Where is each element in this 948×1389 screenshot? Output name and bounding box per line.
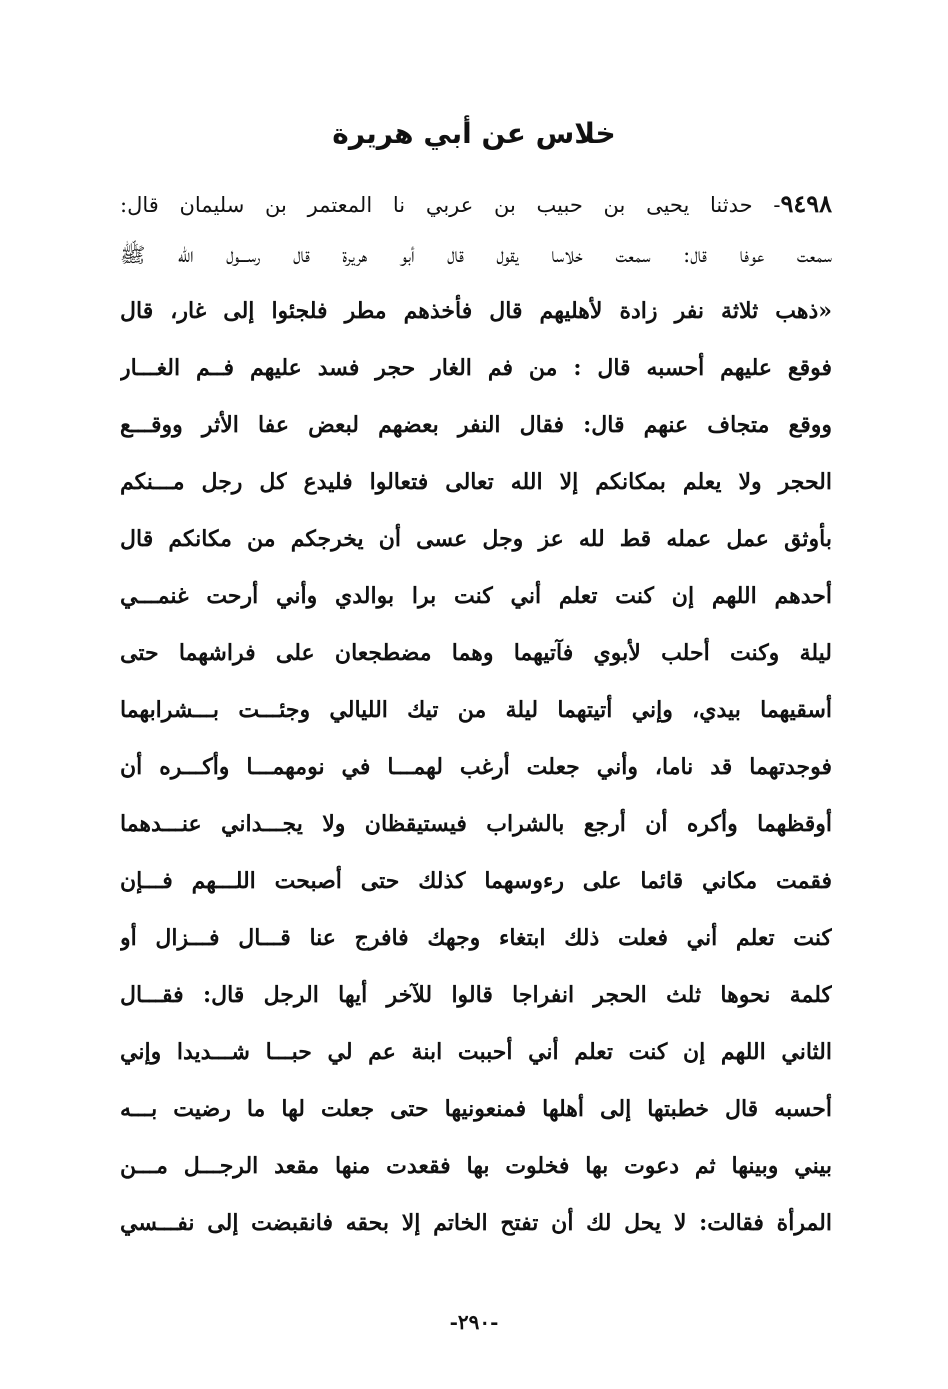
page-number: -٢٩٠-	[449, 1310, 499, 1334]
hadith-text	[120, 180, 832, 1252]
text-line-11: فوجدتهما قد ناما، وأني جعلت أرغب لهمـــا في نومهمـــا وأكـــره أن	[120, 754, 832, 780]
text-line-12: أوقظهما وأكره أن أرجع بالشراب فيستيقظان ولا يجـــداني عنـــدهما	[120, 811, 832, 837]
text-line-8: أحدهم اللهم إن كنت تعلم أني كنت برا بوالدي وأني أرحت غنمـــي	[120, 583, 832, 609]
text-line-18: بيني وبينها ثم دعوت بها فخلوت بها فقعدت منها مقعد الرجـــل مـــن	[120, 1153, 832, 1179]
text-line-14: كنت تعلم أني فعلت ذلك ابتغاء وجهك فافرج عنا قـــال فـــزال أو	[120, 925, 832, 951]
hadith-number: ٩٤٩٨	[780, 189, 832, 218]
text-line-4: فوقع عليهم أحسبه قال : من فم الغار حجر فسد عليهم فــم الغـــار	[120, 355, 832, 381]
chapter-title: خلاس عن أبي هريرة	[332, 117, 616, 150]
text-line-5: ووقع متجاف عنهم قال: فقال النفر بعضهم لبعض عفا الأثر ووقـــع	[120, 412, 832, 438]
text-line-9: ليلة وكنت أحلب لأبوي فآتيهما وهما مضطجعان على فراشهما حتى	[120, 640, 832, 666]
text-line-6: الحجر ولا يعلم بمكانكم إلا الله تعالى فتعالوا فليدع كل رجل مـــنكم	[120, 469, 832, 495]
text-line-15: كلمة نحوها ثلث الحجر انفراجا قالوا للآخر أيها الرجل قال: فقـــال	[120, 982, 832, 1008]
text-line-2: سمعت عوفا قال: سمعت خلاسا يقول قال أبو هريرة قال رســـول الله ﷺ	[120, 243, 832, 267]
text-line-13: فقمت مكاني قائما على رءوسهما كذلك حتى أصبحت اللـــهم فـــإن	[120, 868, 832, 894]
text-line-17: أحسبه قال خطبتها إلى أهلها فمنعونيها حتى جعلت لها ما رضيت بـــه	[120, 1096, 832, 1122]
text-line-16: الثاني اللهم إن كنت تعلم أني أحببت ابنة عم لي حبـــا شـــديدا وإني	[120, 1039, 832, 1065]
text-line-1	[120, 180, 832, 228]
text-line-3: «ذهب ثلاثة نفر زادة لأهليهم قال فأخذهم مطر فلجئوا إلى غار، قال	[120, 298, 832, 324]
text-line-7: بأوثق عمل عمله قط لله عز وجل عسى أن يخرجكم من مكانكم قال	[120, 526, 832, 552]
text-line-1-content: - حدثنا يحيى بن حبيب بن عربي نا المعتمر بن سليمان قال:	[120, 193, 781, 217]
text-line-19: المرأة فقالت: لا يحل لك أن تفتح الخاتم إلا بحقه فانقبضت إلى نفـــسي	[120, 1210, 832, 1236]
text-line-10: أسقيهما بيدي، وإني أتيتهما ليلة من تيك الليالي وجئـــت بـــشرابهما	[120, 697, 832, 723]
